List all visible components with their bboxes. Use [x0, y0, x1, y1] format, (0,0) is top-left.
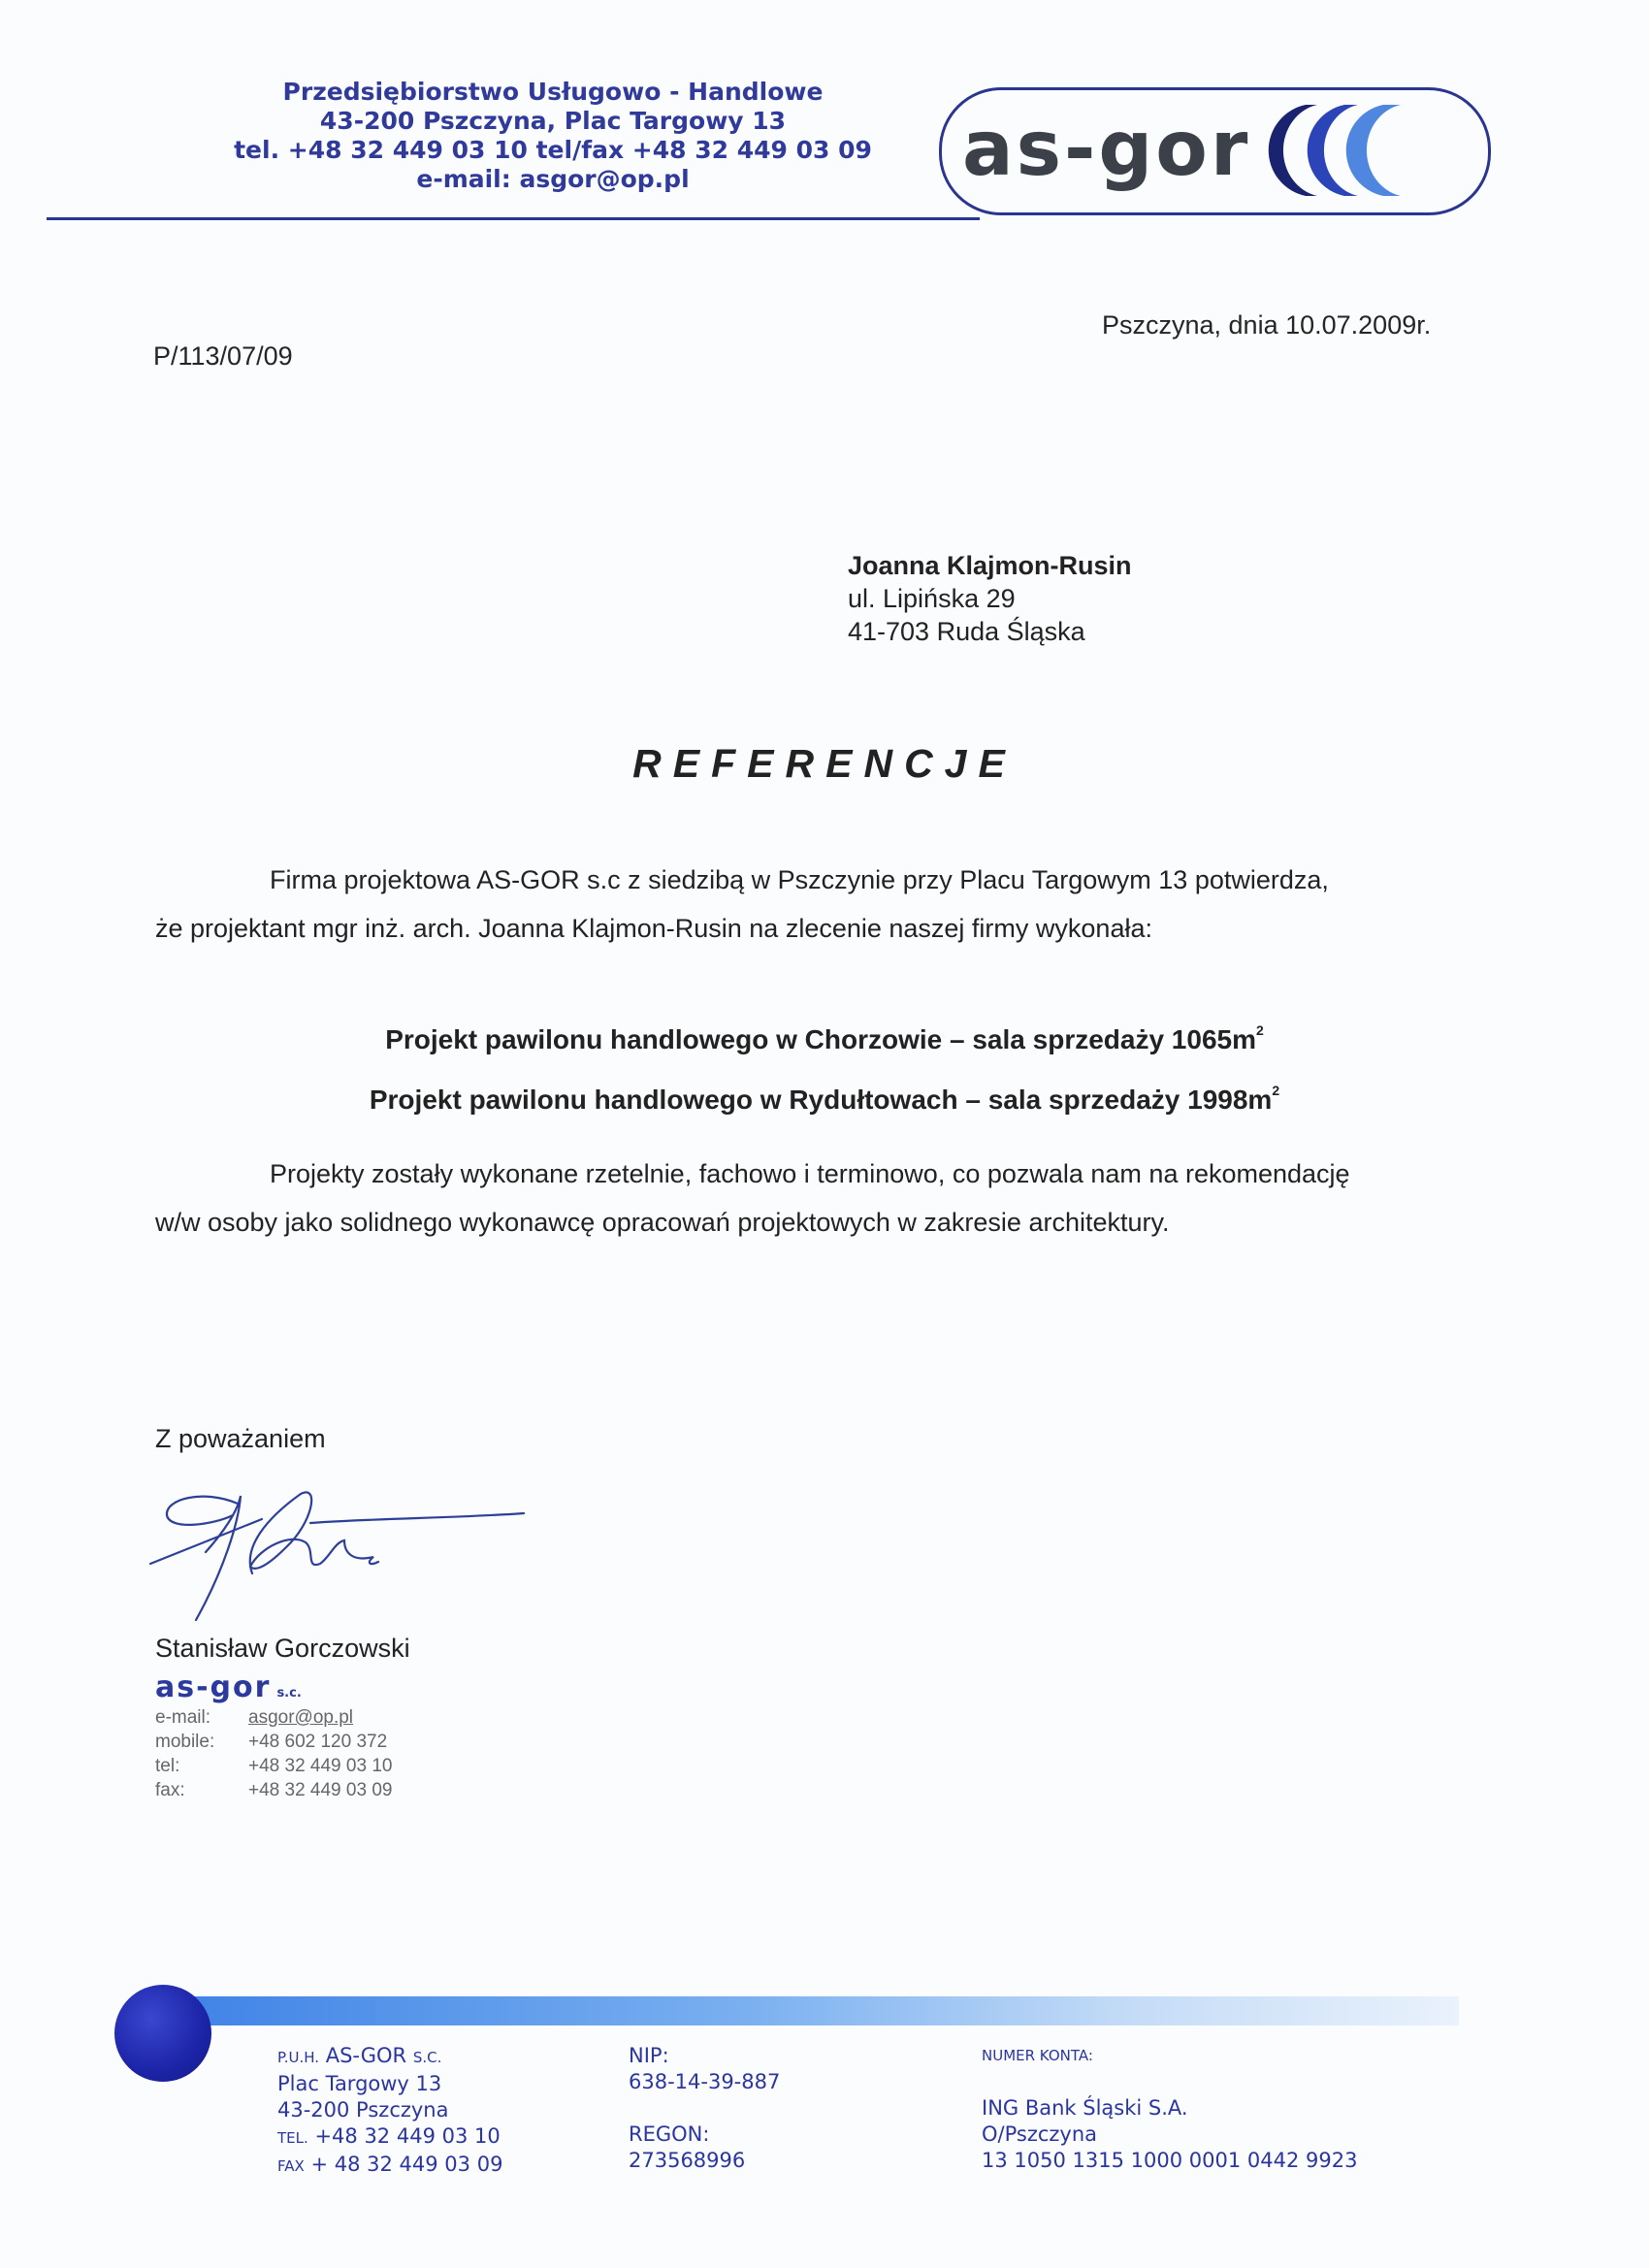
footer-bank-details: NUMER KONTA: ING Bank Śląski S.A. O/Pszczyna 13 1050 1315 1000 0001 0442 9923: [982, 2047, 1358, 2172]
stamp-row-email: e-mail: asgor@op.pl: [155, 1707, 354, 1728]
footer-company-details: P.U.H. AS-GOR S.C. Plac Targowy 13 43-200 Pszczyna TEL. +48 32 449 03 10 FAX + 48 32 449 03 09: [277, 2044, 503, 2176]
handwritten-signature: [146, 1465, 543, 1639]
footer-circle-icon: [114, 1985, 211, 2082]
recipient-address: [848, 549, 1132, 648]
company-phone: tel. +48 32 449 03 10 tel/fax +48 32 449 03 09: [234, 136, 872, 164]
paragraph-intro-line2: że projektant mgr inż. arch. Joanna Klajmon-Rusin na zlecenie naszej firmy wykonała:: [155, 914, 1152, 943]
paragraph-recommendation-line1: Projekty zostały wykonane rzetelnie, fachowo i terminowo, co pozwala nam na rekomendację: [270, 1159, 1350, 1188]
footer-tax-ids: NIP: 638-14-39-887 REGON: 273568996: [629, 2044, 781, 2172]
stamp-row-mobile: mobile: +48 602 120 372: [155, 1732, 388, 1752]
footer-gradient-bar: [163, 1996, 1459, 2025]
document-title: REFERENCJE: [632, 741, 1017, 786]
stamp-row-fax: fax: +48 32 449 03 09: [155, 1780, 393, 1800]
paragraph-recommendation-line2: w/w osoby jako solidnego wykonawcę opracowań projektowych w zakresie architektury.: [155, 1208, 1170, 1237]
header-divider: [47, 217, 980, 220]
paragraph-intro-line1: Firma projektowa AS-GOR s.c z siedzibą w Pszczynie przy Placu Targowym 13 potwierdza,: [270, 865, 1329, 894]
signer-name: Stanisław Gorczowski: [155, 1634, 410, 1663]
closing-salutation: Z poważaniem: [155, 1424, 326, 1453]
reference-number: P/113/07/09: [153, 341, 293, 371]
company-email: e-mail: asgor@op.pl: [416, 165, 690, 193]
recipient-street: ul. Lipińska 29: [848, 584, 1016, 613]
paragraph-intro: [155, 856, 1455, 953]
projects-list: [0, 1005, 1649, 1125]
stamp-row-tel: tel: +48 32 449 03 10: [155, 1756, 393, 1776]
paragraph-recommendation: [155, 1150, 1455, 1247]
company-address: 43-200 Pszczyna, Plac Targowy 13: [319, 107, 787, 135]
recipient-city: 41-703 Ruda Śląska: [848, 617, 1085, 646]
company-logo-text: as-gor: [962, 106, 1251, 193]
letterhead-company-info: [155, 78, 951, 194]
project-item: Projekt pawilonu handlowego w Rydułtowach – sala sprzedaży $1998m^2$: [369, 1083, 1280, 1115]
place-date: Pszczyna, dnia 10.07.2009r.: [1102, 310, 1432, 340]
project-item: Projekt pawilonu handlowego w Chorzowie – sala sprzedaży $1065m^2$: [385, 1022, 1264, 1054]
company-name: Przedsiębiorstwo Usługowo - Handlowe: [282, 78, 824, 106]
stamp-contact-table: [155, 1705, 392, 1802]
waves-logo-icon: [1259, 97, 1443, 204]
recipient-name: Joanna Klajmon-Rusin: [848, 551, 1132, 580]
stamp-logo: as-gor s.c.: [155, 1670, 302, 1704]
